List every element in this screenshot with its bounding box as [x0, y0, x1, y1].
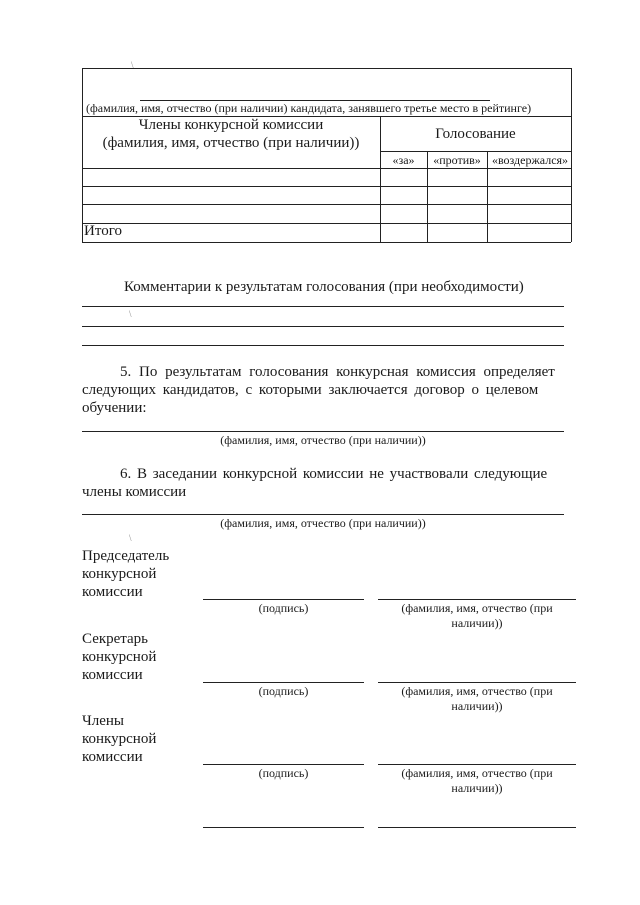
section5-line3: обучении:: [82, 400, 147, 416]
extra-member-signature-line: [203, 827, 364, 828]
members-role: [82, 712, 156, 766]
table-row: [82, 168, 571, 169]
row-divider: [380, 151, 571, 152]
scan-mark: \: [129, 309, 132, 319]
role-line: Председатель: [82, 548, 170, 564]
member-name-caption: [378, 766, 576, 796]
col-against-header: «против»: [433, 153, 481, 167]
secretary-role: [82, 630, 156, 684]
comment-line-3: [82, 345, 564, 346]
role-line: комиссии: [82, 667, 143, 683]
member-sign-caption: (подпись): [258, 766, 309, 780]
members-header-line1: Члены конкурсной комиссии: [138, 117, 324, 133]
chairman-sign-caption: (подпись): [258, 601, 309, 615]
comment-line-1: [82, 306, 564, 307]
section5-line1: 5. По результатам голосования конкурсная комиссия определяет: [120, 364, 555, 380]
name-caption-line: наличии)): [451, 699, 503, 713]
name-caption-line: (фамилия, имя, отчество (при: [401, 601, 553, 615]
extra-member-name-line: [378, 827, 576, 828]
name-caption-line: наличии)): [451, 781, 503, 795]
scan-mark: \: [131, 60, 134, 70]
chairman-role: [82, 547, 169, 601]
role-line: Члены: [82, 713, 124, 729]
secretary-name-line: [378, 682, 576, 683]
voting-header: Голосование: [435, 126, 516, 142]
name-caption-line: (фамилия, имя, отчество (при: [401, 766, 553, 780]
secretary-name-caption: [378, 684, 576, 714]
scan-mark: \: [129, 533, 132, 543]
table-row: [82, 186, 571, 187]
secretary-signature-line: [203, 682, 364, 683]
comments-heading: Комментарии к результатам голосования (при необходимости): [124, 279, 524, 295]
section6-line1: 6. В заседании конкурсной комиссии не участвовали следующие: [120, 466, 548, 482]
section6-text: [82, 465, 570, 501]
chairman-name-caption: [378, 601, 576, 631]
section6-line2: члены комиссии: [82, 484, 187, 500]
table-top-border: [82, 68, 571, 69]
members-header-line2: (фамилия, имя, отчество (при наличии)): [102, 135, 360, 151]
members-header: [82, 116, 380, 152]
section6-answer-line: [82, 514, 564, 515]
role-line: конкурсной: [82, 731, 157, 747]
chairman-signature-line: [203, 599, 364, 600]
member-name-line: [378, 764, 576, 765]
secretary-sign-caption: (подпись): [258, 684, 309, 698]
role-line: комиссии: [82, 584, 143, 600]
col-for-header: «за»: [392, 153, 415, 167]
chairman-name-line: [378, 599, 576, 600]
col-abstained-header: «воздержался»: [491, 153, 569, 167]
candidate-caption: (фамилия, имя, отчество (при наличии) кандидата, занявшего третье место в рейтинге): [86, 101, 532, 115]
table-row: [82, 204, 571, 205]
section5-caption: (фамилия, имя, отчество (при наличии)): [220, 433, 426, 447]
name-caption-line: (фамилия, имя, отчество (при: [401, 684, 553, 698]
role-line: комиссии: [82, 749, 143, 765]
role-line: конкурсной: [82, 566, 157, 582]
total-label: Итого: [84, 223, 122, 239]
member-signature-line: [203, 764, 364, 765]
comment-line-2: [82, 326, 564, 327]
section5-text: [82, 363, 570, 417]
role-line: Секретарь: [82, 631, 149, 647]
section5-line2: следующих кандидатов, с которыми заключается договор о целевом: [82, 382, 539, 398]
section5-answer-line: [82, 431, 564, 432]
table-bottom-border: [82, 242, 571, 243]
name-caption-line: наличии)): [451, 616, 503, 630]
table-left-border: [82, 68, 83, 242]
role-line: конкурсной: [82, 649, 157, 665]
section6-caption: (фамилия, имя, отчество (при наличии)): [220, 516, 426, 530]
table-row: [82, 223, 571, 224]
